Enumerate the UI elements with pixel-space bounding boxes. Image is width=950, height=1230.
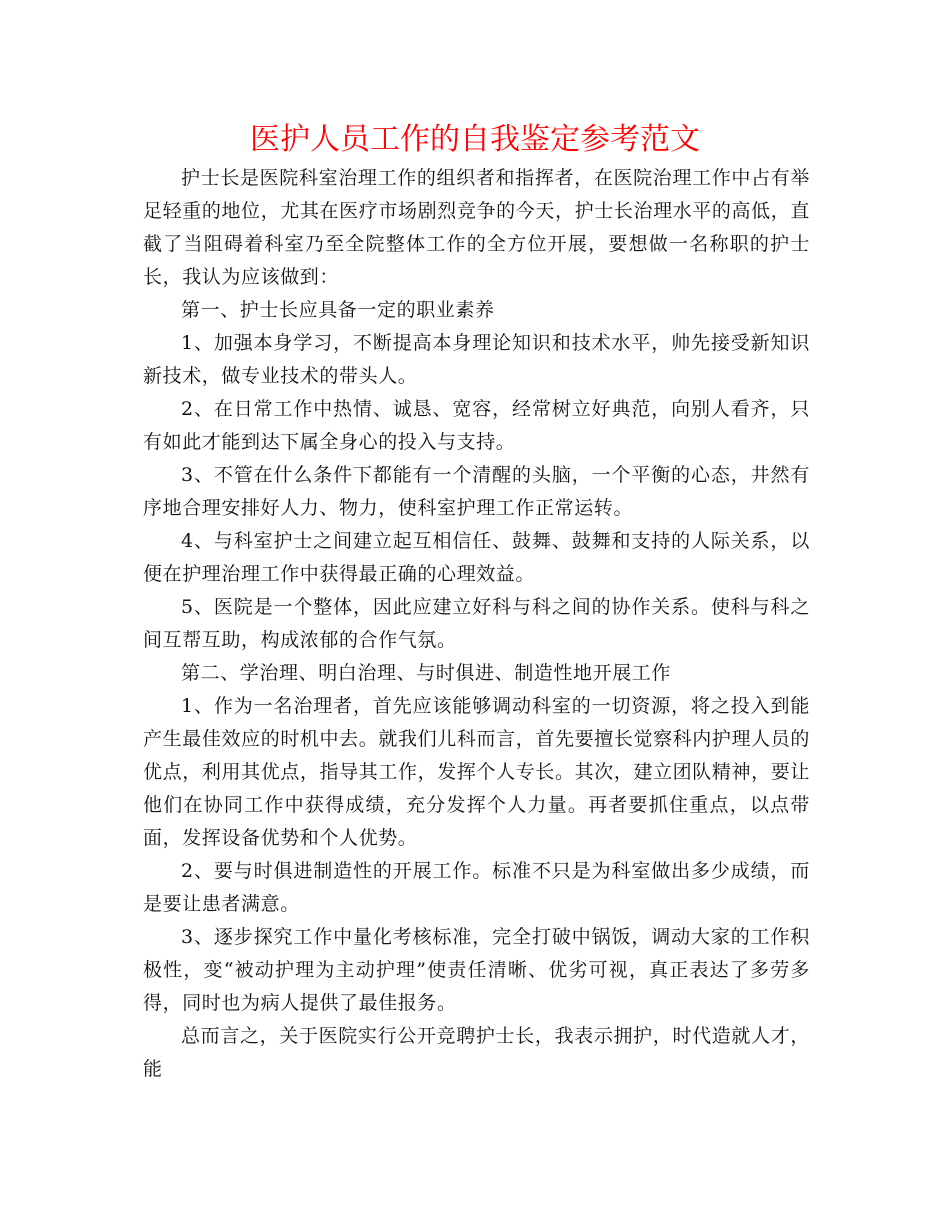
list-item: 1、作为一名治理者，首先应该能够调动科室的一切资源，将之投入到能产生最佳效应的时机中去。就我们儿科而言，首先要擅长觉察科内护理人员的优点，利用其优点，指导其工作，发挥个人专长。其次，建立团队精神，要让他们在协同工作中获得成绩，充分发挥个人力量。再者要抓住重点，以点带面，发挥设备优势和个人优势。 — [143, 695, 810, 849]
list-item: 5、医院是一个整体，因此应建立好科与科之间的协作关系。使科与科之间互帮互助，构成浓郁的合作气氛。 — [143, 596, 810, 651]
list-item: 1、加强本身学习，不断提高本身理论知识和技术水平，帅先接受新知识新技术，做专业技术的带头人。 — [143, 332, 810, 387]
document-body — [143, 162, 810, 1086]
list-item: 2、要与时俱进制造性的开展工作。标准不只是为科室做出多少成绩，而是要让患者满意。 — [143, 860, 810, 915]
document-title: 医护人员工作的自我鉴定参考范文 — [250, 122, 700, 157]
list-item: 4、与科室护士之间建立起互相信任、鼓舞、鼓舞和支持的人际关系，以便在护理治理工作中获得最正确的心理效益。 — [143, 530, 810, 585]
section-heading-1: 第一、护士长应具备一定的职业素养 — [181, 299, 495, 321]
list-item: 3、逐步探究工作中量化考核标准，完全打破中锅饭，调动大家的工作积极性，变“被动护理为主动护理”使责任清晰、优劣可视，真正表达了多劳多得，同时也为病人提供了最佳报务。 — [143, 926, 810, 1014]
list-item: 3、不管在什么条件下都能有一个清醒的头脑，一个平衡的心态，井然有序地合理安排好人力、物力，使科室护理工作正常运转。 — [143, 464, 810, 519]
paragraph-intro: 护士长是医院科室治理工作的组织者和指挥者，在医院治理工作中占有举足轻重的地位，尤其在医疗市场剧烈竞争的今天，护士长治理水平的高低，直截了当阻碍着科室乃至全院整体工作的全方位开展，要想做一名称职的护士长，我认为应该做到： — [143, 167, 810, 288]
section-heading-2: 第二、学治理、明白治理、与时俱进、制造性地开展工作 — [181, 662, 672, 684]
list-item: 2、在日常工作中热情、诚恳、宽容，经常树立好典范，向别人看齐，只有如此才能到达下属全身心的投入与支持。 — [143, 398, 810, 453]
paragraph-conclusion: 总而言之，关于医院实行公开竞聘护士长，我表示拥护，时代造就人才，能 — [143, 1025, 810, 1080]
